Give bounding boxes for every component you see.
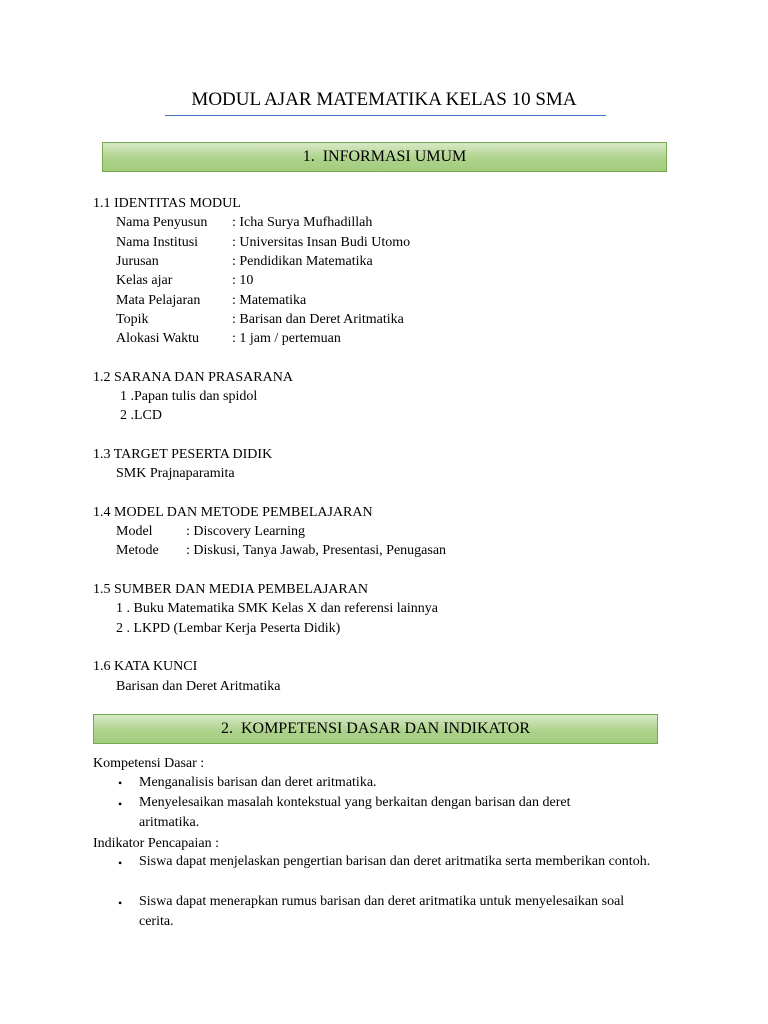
kata-kunci-text: Barisan dan Deret Aritmatika [116, 679, 281, 694]
identitas-value: : Universitas Insan Budi Utomo [232, 235, 411, 250]
bullet-icon: • [118, 856, 123, 870]
indikator-item-text: Siswa dapat menerapkan rumus barisan dan deret aritmatika untuk menyelesaikan soal cerita. [139, 894, 625, 929]
bullet-icon: • [118, 896, 123, 910]
sumber-item: 1 . Buku Matematika SMK Kelas X dan referensi lainnya [116, 601, 438, 616]
document-title: MODUL AJAR MATEMATIKA KELAS 10 SMA [191, 89, 577, 110]
indikator-item-text: Siswa dapat menjelaskan pengertian barisan dan deret aritmatika serta memberikan contoh. [139, 854, 651, 869]
model-label: Metode [116, 543, 159, 558]
identitas-label: Alokasi Waktu [116, 331, 199, 346]
model-value: : Diskusi, Tanya Jawab, Presentasi, Penugasan [186, 543, 447, 558]
model-heading: 1.4 MODEL DAN METODE PEMBELAJARAN [93, 505, 373, 520]
section-1-label: INFORMASI UMUM [322, 148, 467, 165]
identitas-label: Kelas ajar [116, 273, 173, 288]
bullet-icon: • [118, 776, 123, 790]
kompetensi-heading: Kompetensi Dasar : [93, 756, 205, 771]
identitas-value: : Pendidikan Matematika [232, 254, 373, 269]
kompetensi-item-text: Menganalisis barisan dan deret aritmatika. [139, 775, 377, 790]
identitas-label: Nama Penyusun [116, 215, 208, 230]
identitas-label: Mata Pelajaran [116, 293, 201, 308]
target-heading: 1.3 TARGET PESERTA DIDIK [93, 447, 273, 462]
kata-kunci-heading: 1.6 KATA KUNCI [93, 659, 198, 674]
identitas-label: Topik [116, 312, 149, 327]
sarana-item: 2 .LCD [120, 408, 162, 423]
section-2-label: KOMPETENSI DASAR DAN INDIKATOR [240, 720, 531, 737]
sarana-item: 1 .Papan tulis dan spidol [120, 389, 258, 404]
target-text: SMK Prajnaparamita [116, 466, 235, 481]
kompetensi-item-text: Menyelesaikan masalah kontekstual yang berkaitan dengan barisan dan deret aritmatika. [139, 795, 571, 830]
section-2-header [93, 714, 658, 744]
identitas-value: : Icha Surya Mufhadillah [232, 215, 373, 230]
identitas-value: : 10 [232, 273, 254, 288]
indikator-heading: Indikator Pencapaian : [93, 836, 219, 851]
identitas-label: Jurusan [116, 254, 159, 269]
bullet-icon: • [118, 797, 123, 811]
sarana-heading: 1.2 SARANA DAN PRASARANA [93, 370, 293, 385]
title-underline [165, 115, 606, 116]
section-1-number: 1. [302, 148, 315, 165]
model-label: Model [116, 524, 153, 539]
sumber-heading: 1.5 SUMBER DAN MEDIA PEMBELAJARAN [93, 582, 368, 597]
identitas-value: : 1 jam / pertemuan [232, 331, 341, 346]
identitas-value: : Barisan dan Deret Aritmatika [232, 312, 404, 327]
identitas-value: : Matematika [232, 293, 307, 308]
identitas-label: Nama Institusi [116, 235, 199, 250]
section-2-number: 2. [220, 720, 233, 737]
model-value: : Discovery Learning [186, 524, 305, 539]
section-1-header [102, 142, 667, 172]
identitas-heading: 1.1 IDENTITAS MODUL [93, 196, 241, 211]
sumber-item: 2 . LKPD (Lembar Kerja Peserta Didik) [116, 621, 341, 636]
